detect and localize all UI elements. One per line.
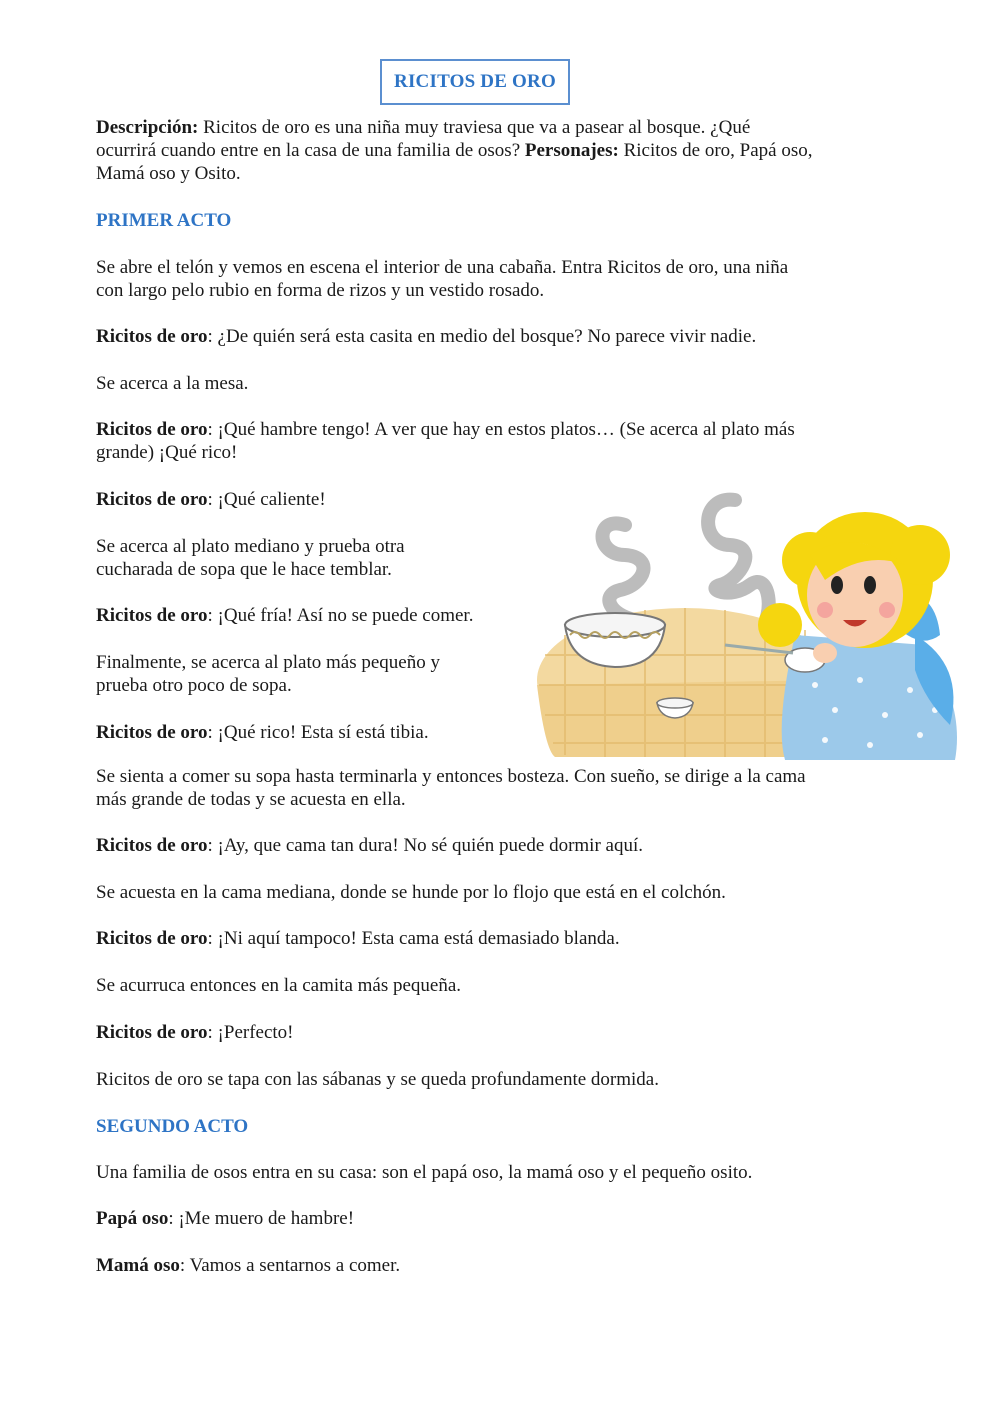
stage-direction: Se abre el telón y vemos en escena el interior de una cabaña. Entra Ricitos de oro, una niña: [96, 257, 789, 278]
stage-direction: con largo pelo rubio en forma de rizos y un vestido rosado.: [96, 280, 545, 301]
act-heading-second: SEGUNDO ACTO: [96, 1116, 249, 1137]
speaker-name: Papá oso: [96, 1208, 169, 1229]
page-title: RICITOS DE ORO: [380, 59, 570, 105]
dialogue-text: : ¡Ni aquí tampoco! Esta cama está demasiado blanda.: [207, 928, 620, 949]
dialogue-line: [96, 418, 795, 441]
speaker-name: Ricitos de oro: [96, 419, 208, 440]
dialogue-line: [96, 927, 620, 950]
stage-direction: Se acerca a la mesa.: [96, 373, 249, 394]
stage-direction: Se acuesta en la cama mediana, donde se hunde por lo flojo que está en el colchón.: [96, 882, 726, 903]
stage-direction: Se acurruca entonces en la camita más pequeña.: [96, 975, 462, 996]
description-text: Ricitos de oro es una niña muy traviesa que va a pasear al bosque. ¿Qué: [198, 117, 751, 138]
speaker-name: Ricitos de oro: [96, 928, 208, 949]
dialogue-text: : ¡Me muero de hambre!: [168, 1208, 355, 1229]
speaker-name: Ricitos de oro: [96, 1022, 208, 1043]
dialogue-line: [96, 488, 326, 511]
dialogue-text: : ¡Perfecto!: [207, 1022, 294, 1043]
description-line-3: Mamá oso y Osito.: [96, 163, 241, 184]
dialogue-line: [96, 1207, 354, 1230]
girl-eating-soup-illustration: [525, 485, 965, 765]
dialogue-text: : ¡Ay, que cama tan dura! No sé quién puede dormir aquí.: [207, 835, 643, 856]
dialogue-line: [96, 1254, 400, 1277]
speaker-name: Ricitos de oro: [96, 835, 208, 856]
dialogue-line: [96, 604, 473, 627]
characters-text: Ricitos de oro, Papá oso,: [618, 140, 813, 161]
dialogue-line: [96, 721, 429, 744]
dialogue-line: [96, 834, 643, 857]
speaker-name: Mamá oso: [96, 1255, 180, 1276]
stage-direction: Se sienta a comer su sopa hasta terminarla y entonces bosteza. Con sueño, se dirige a la cama: [96, 766, 806, 787]
dialogue-text: : Vamos a sentarnos a comer.: [179, 1255, 401, 1276]
stage-direction: más grande de todas y se acuesta en ella.: [96, 789, 406, 810]
dialogue-text: : ¡Qué rico! Esta sí está tibia.: [207, 722, 429, 743]
description-line-1: [96, 116, 750, 139]
dialogue-text: : ¡Qué caliente!: [207, 489, 326, 510]
stage-direction: cucharada de sopa que le hace temblar.: [96, 559, 392, 580]
speaker-name: Ricitos de oro: [96, 605, 208, 626]
dialogue-text: : ¿De quién será esta casita en medio del bosque? No parece vivir nadie.: [207, 326, 757, 347]
dialogue-line: [96, 325, 756, 348]
stage-direction: Finalmente, se acerca al plato más pequeño y: [96, 652, 440, 673]
stage-direction: Una familia de osos entra en su casa: son el papá oso, la mamá oso y el pequeño osito.: [96, 1162, 753, 1183]
speaker-name: Ricitos de oro: [96, 722, 208, 743]
speaker-name: Ricitos de oro: [96, 326, 208, 347]
dialogue-text: grande) ¡Qué rico!: [96, 442, 238, 463]
act-heading-first: PRIMER ACTO: [96, 210, 232, 231]
description-text: ocurrirá cuando entre en la casa de una familia de osos?: [96, 140, 525, 161]
dialogue-text: : ¡Qué fría! Así no se puede comer.: [207, 605, 474, 626]
stage-direction: prueba otro poco de sopa.: [96, 675, 292, 696]
stage-direction: Ricitos de oro se tapa con las sábanas y se queda profundamente dormida.: [96, 1069, 659, 1090]
stage-direction: Se acerca al plato mediano y prueba otra: [96, 536, 405, 557]
description-line-2: [96, 139, 813, 162]
description-label: Descripción:: [96, 117, 199, 138]
characters-label: Personajes:: [524, 140, 619, 161]
speaker-name: Ricitos de oro: [96, 489, 208, 510]
dialogue-line: [96, 1021, 294, 1044]
dialogue-text: : ¡Qué hambre tengo! A ver que hay en estos platos… (Se acerca al plato más: [207, 419, 795, 440]
